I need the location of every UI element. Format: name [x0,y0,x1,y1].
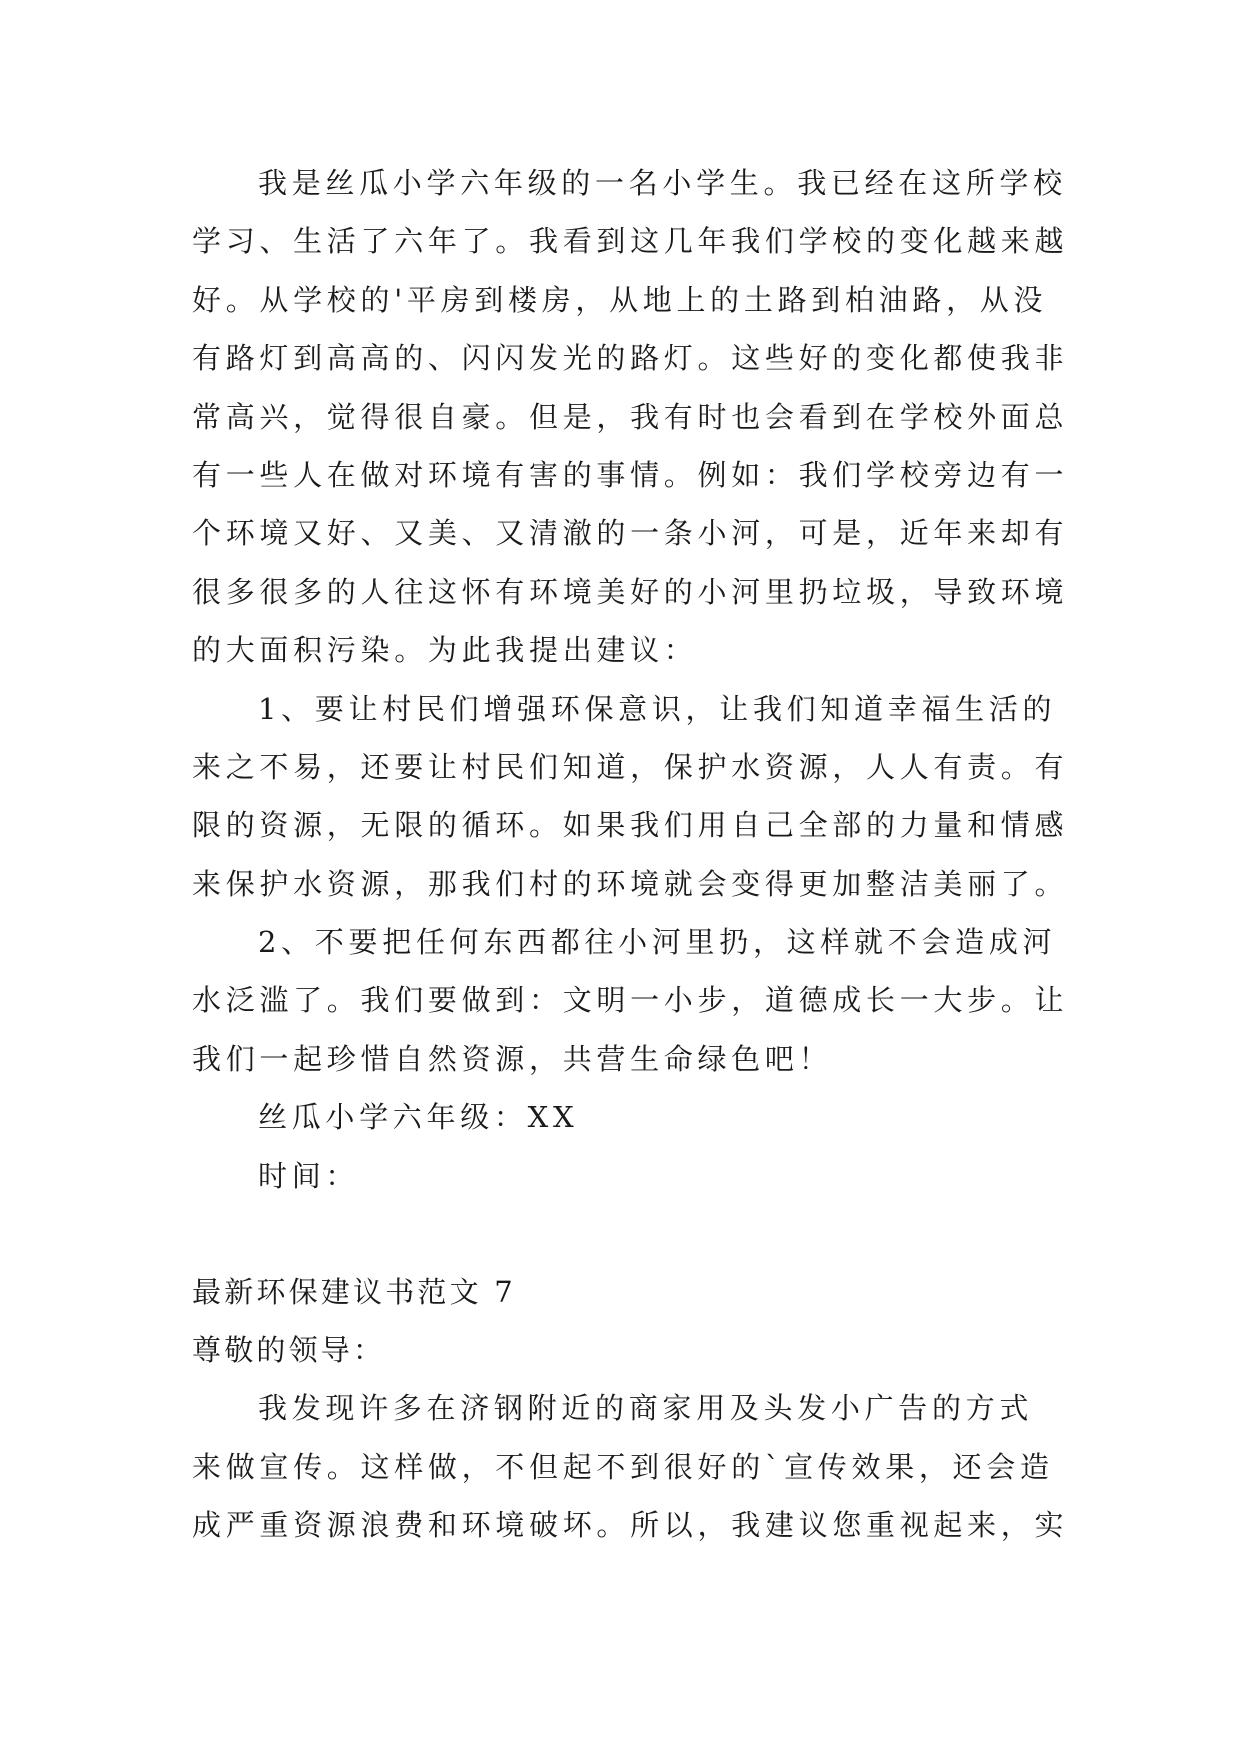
document-page [192,154,1069,1555]
text-line: 限的资源，无限的循环。如果我们用自己全部的力量和情感 [192,808,1069,843]
text-line: 学习、生活了六年了。我看到这几年我们学校的变化越来越 [192,224,1069,259]
text-line: 水泛滥了。我们要做到：文明一小步，道德成长一大步。让 [192,983,1069,1018]
text-line: 很多很多的人往这怀有环境美好的小河里扔垃圾，导致环境 [192,574,1069,609]
time-line: 时间： [258,1158,360,1193]
text-line: 来做宣传。这样做，不但起不到很好的`宣传效果，还会造 [192,1449,1054,1484]
text-line: 我们一起珍惜自然资源，共营生命绿色吧！ [192,1041,833,1076]
suggestion-item-2 [192,913,1069,1088]
text-line: 我是丝瓜小学六年级的一名小学生。我已经在这所学校 [258,166,1067,200]
text-line: 我发现许多在济钢附近的商家用及头发小广告的方式 [258,1391,1034,1426]
text-line: 1、要让村民们增强环保意识，让我们知道幸福生活的 [258,691,1057,726]
salutation: 尊敬的领导： [192,1333,386,1368]
section-spacer [192,1205,1062,1263]
signature-line: 丝瓜小学六年级：XX [258,1100,579,1135]
text-line: 好。从学校的'平房到楼房，从地上的土路到柏油路，从没 [192,282,1048,317]
text-line: 常高兴，觉得很自豪。但是，我有时也会看到在学校外面总 [192,399,1069,434]
text-line: 来之不易，还要让村民们知道，保护水资源，人人有责。有 [192,749,1069,784]
letter-paragraph-2 [192,1379,1069,1554]
text-line: 成严重资源浪费和环境破坏。所以，我建议您重视起来，实 [192,1508,1069,1543]
suggestion-item-1 [192,680,1069,914]
text-line: 个环境又好、又美、又清澈的一条小河，可是，近年来却有 [192,516,1069,551]
text-line: 来保护水资源，那我们村的环境就会变得更加整洁美丽了。 [192,866,1069,901]
letter-paragraph [192,154,1069,680]
text-line: 的大面积污染。为此我提出建议： [192,633,698,668]
text-line: 2、不要把任何东西都往小河里扔，这样就不会造成河 [258,925,1057,960]
section-title: 最新环保建议书范文 7 [192,1275,516,1310]
text-line: 有路灯到高高的、闪闪发光的路灯。这些好的变化都使我非 [192,341,1069,376]
text-line: 有一些人在做对环境有害的事情。例如：我们学校旁边有一 [192,457,1069,492]
